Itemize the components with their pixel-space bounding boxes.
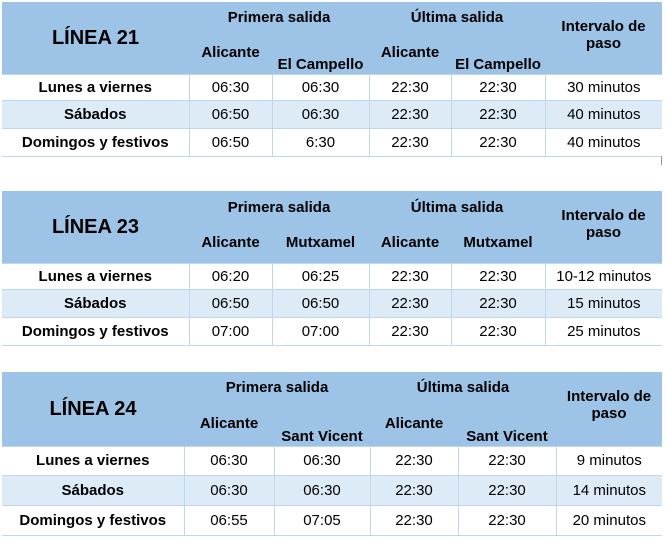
first-destination-header: Mutxamel <box>272 223 369 263</box>
interval-header: Intervalo de paso <box>545 191 662 263</box>
table-row <box>2 128 662 156</box>
first-destination-time: 06:30 <box>274 475 370 505</box>
interval-value: 20 minutos <box>556 505 662 535</box>
last-destination-header: Mutxamel <box>451 223 545 263</box>
last-destination-header: Sant Vicent <box>458 402 556 446</box>
day-label: Sábados <box>2 475 184 505</box>
last-destination-time: 22:30 <box>451 317 545 345</box>
last-origin-time: 22:30 <box>369 263 451 289</box>
first-departure-header: Primera salida <box>189 191 369 223</box>
first-departure-header: Primera salida <box>184 372 370 402</box>
table-row <box>2 74 662 100</box>
first-destination-time: 06:30 <box>272 100 369 128</box>
last-departure-header: Última salida <box>369 191 545 223</box>
day-label: Domingos y festivos <box>2 317 189 345</box>
interval-header: Intervalo de paso <box>556 372 662 446</box>
table-row <box>2 446 662 475</box>
first-origin-time: 06:30 <box>189 74 272 100</box>
last-origin-time: 22:30 <box>369 128 451 156</box>
interval-value: 14 minutos <box>556 475 662 505</box>
last-departure-header: Última salida <box>370 372 556 402</box>
line-title: LÍNEA 24 <box>2 372 184 446</box>
line-title: LÍNEA 21 <box>2 2 189 74</box>
first-destination-time: 06:30 <box>274 446 370 475</box>
first-destination-time: 06:30 <box>272 74 369 100</box>
day-label: Domingos y festivos <box>2 128 189 156</box>
interval-value: 25 minutos <box>545 317 662 345</box>
day-label: Sábados <box>2 289 189 317</box>
table-row <box>2 317 662 345</box>
schedule-table-linea-23 <box>2 191 662 346</box>
interval-value: 30 minutos <box>545 74 662 100</box>
first-origin-time: 06:55 <box>184 505 274 535</box>
first-destination-time: 06:50 <box>272 289 369 317</box>
last-destination-time: 22:30 <box>451 289 545 317</box>
last-destination-time: 22:30 <box>458 475 556 505</box>
first-departure-header: Primera salida <box>189 2 369 33</box>
last-destination-time: 22:30 <box>451 74 545 100</box>
table-row <box>2 475 662 505</box>
last-origin-header: Alicante <box>369 223 451 263</box>
interval-value: 10-12 minutos <box>545 263 662 289</box>
interval-value: 40 minutos <box>545 100 662 128</box>
first-origin-header: Alicante <box>184 402 274 446</box>
interval-value: 15 minutos <box>545 289 662 317</box>
day-label: Lunes a viernes <box>2 263 189 289</box>
last-destination-time: 22:30 <box>458 505 556 535</box>
first-origin-time: 07:00 <box>189 317 272 345</box>
first-origin-time: 06:50 <box>189 100 272 128</box>
first-origin-time: 06:50 <box>189 128 272 156</box>
day-label: Lunes a viernes <box>2 74 189 100</box>
last-destination-time: 22:30 <box>451 128 545 156</box>
last-origin-time: 22:30 <box>369 317 451 345</box>
day-label: Lunes a viernes <box>2 446 184 475</box>
first-origin-time: 06:30 <box>184 446 274 475</box>
table-row <box>2 100 662 128</box>
last-destination-header: El Campello <box>451 33 545 74</box>
first-origin-time: 06:50 <box>189 289 272 317</box>
schedule-table-linea-21 <box>2 2 662 157</box>
cell-border-tick <box>661 156 662 165</box>
table-row <box>2 505 662 535</box>
interval-header: Intervalo de paso <box>545 2 662 74</box>
first-destination-header: Sant Vicent <box>274 402 370 446</box>
last-destination-time: 22:30 <box>451 263 545 289</box>
interval-value: 9 minutos <box>556 446 662 475</box>
last-origin-time: 22:30 <box>369 100 451 128</box>
last-destination-time: 22:30 <box>458 446 556 475</box>
last-origin-header: Alicante <box>369 33 451 74</box>
first-destination-time: 06:25 <box>272 263 369 289</box>
table-row <box>2 289 662 317</box>
first-destination-time: 07:00 <box>272 317 369 345</box>
table-row <box>2 263 662 289</box>
last-origin-time: 22:30 <box>369 74 451 100</box>
first-origin-time: 06:20 <box>189 263 272 289</box>
interval-value: 40 minutos <box>545 128 662 156</box>
last-origin-time: 22:30 <box>370 475 458 505</box>
first-destination-header: El Campello <box>272 33 369 74</box>
schedule-table-linea-24 <box>2 372 662 536</box>
first-destination-time: 07:05 <box>274 505 370 535</box>
line-title: LÍNEA 23 <box>2 191 189 263</box>
first-origin-time: 06:30 <box>184 475 274 505</box>
last-destination-time: 22:30 <box>451 100 545 128</box>
last-origin-header: Alicante <box>370 402 458 446</box>
day-label: Domingos y festivos <box>2 505 184 535</box>
last-origin-time: 22:30 <box>370 505 458 535</box>
day-label: Sábados <box>2 100 189 128</box>
last-departure-header: Última salida <box>369 2 545 33</box>
first-origin-header: Alicante <box>189 33 272 74</box>
last-origin-time: 22:30 <box>370 446 458 475</box>
last-origin-time: 22:30 <box>369 289 451 317</box>
first-origin-header: Alicante <box>189 223 272 263</box>
first-destination-time: 6:30 <box>272 128 369 156</box>
